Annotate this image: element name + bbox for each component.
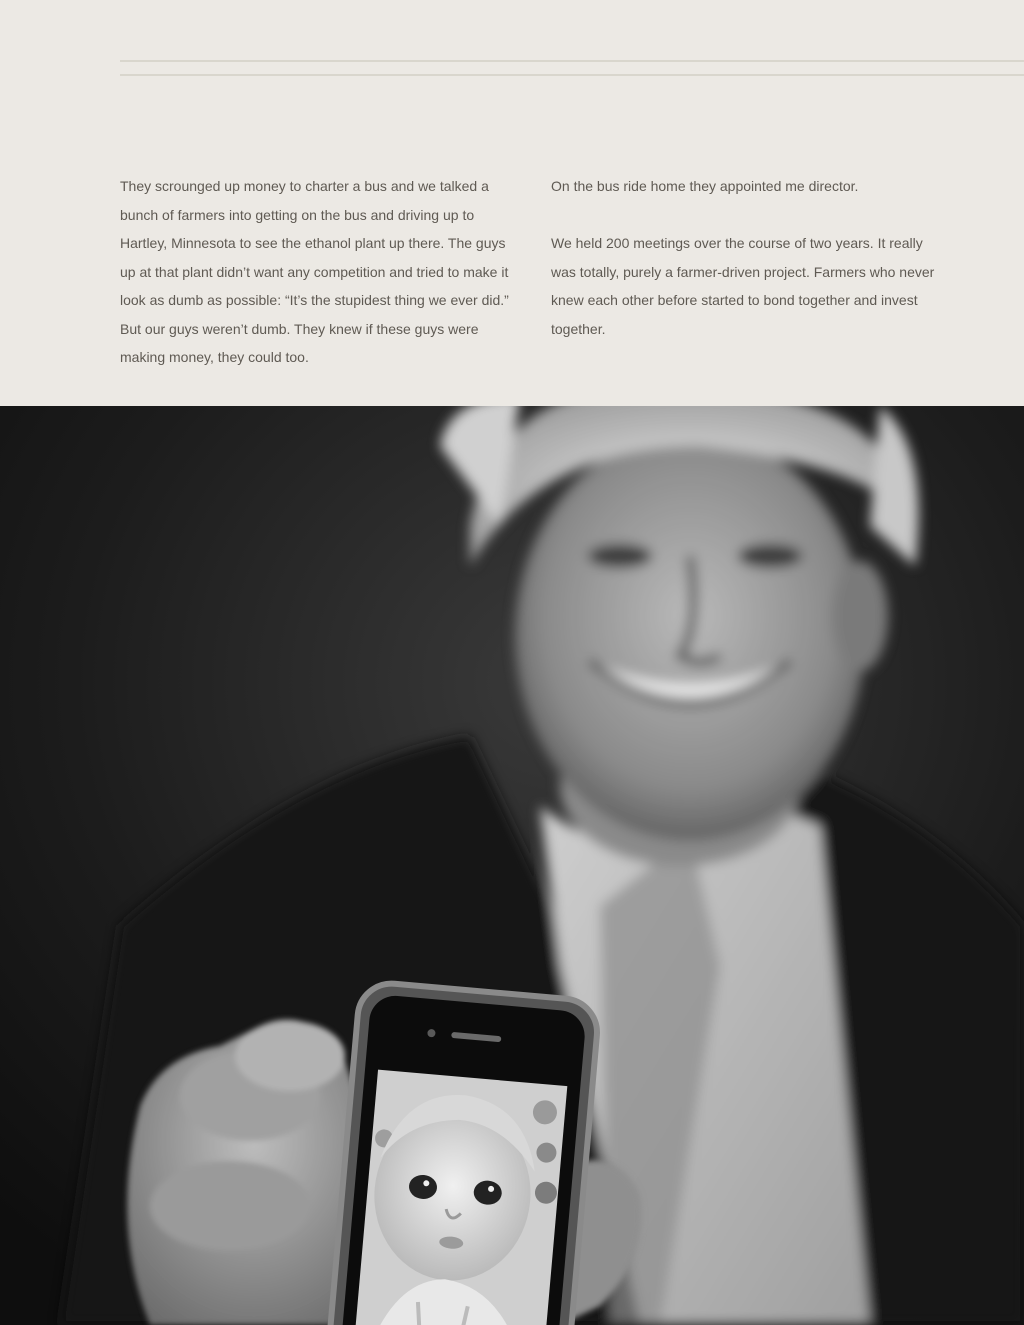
header-rule-bottom <box>120 74 1024 76</box>
right-paragraph-1: On the bus ride home they appointed me director. <box>551 178 859 194</box>
portrait-illustration <box>0 406 1024 1325</box>
right-paragraph-2: We held 200 meetings over the course of two years. It really was totally, purely a farmer-driven project. Farmers who never knew each other before started to bond together and invest together. <box>551 235 935 337</box>
left-paragraph: They scrounged up money to charter a bus and we talked a bunch of farmers into getting on the bus and driving up to Hartley, Minnesota to see the ethanol plant up there. The guys up at that plant didn’t want any competition and tried to make it look as dumb as possible: “It’s the stupidest thing we ever did.” But our guys weren’t dumb. They knew if these guys were making money, they could too. <box>120 178 509 365</box>
header-rule-top <box>120 60 1024 62</box>
right-text-column <box>551 172 951 343</box>
portrait-photo <box>0 406 1024 1325</box>
left-text-column <box>120 172 512 372</box>
